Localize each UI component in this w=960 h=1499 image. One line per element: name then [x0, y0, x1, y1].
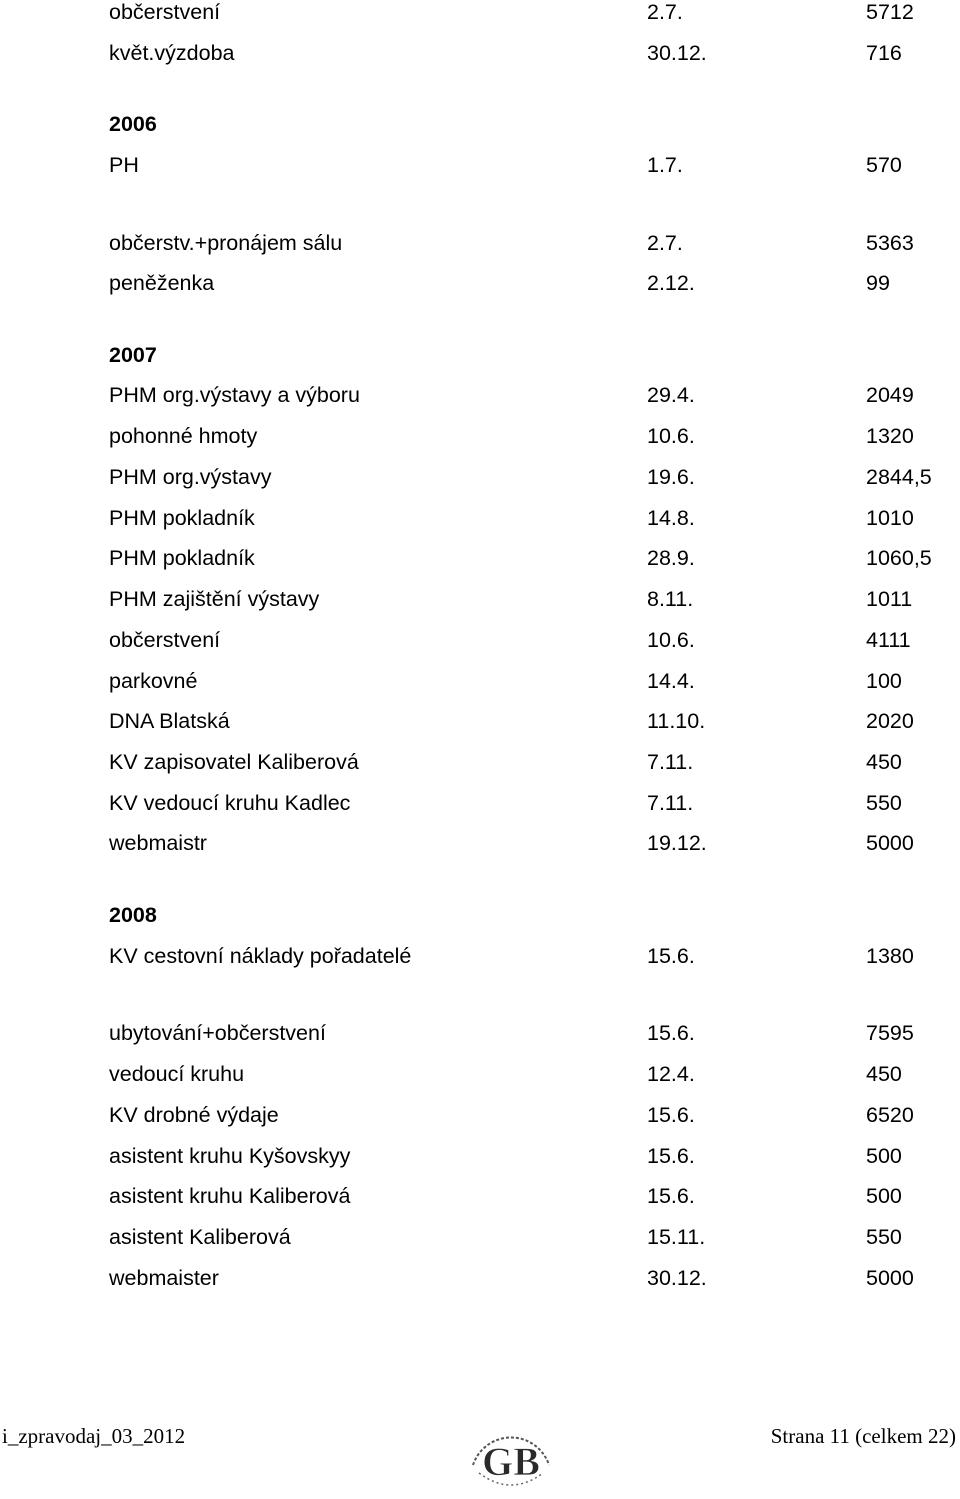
item-amount: 5000: [866, 1266, 914, 1290]
item-amount: 2844,5: [866, 465, 932, 489]
item-amount: 1011: [866, 587, 913, 611]
item-amount: 1060,5: [866, 546, 932, 570]
table-row: [0, 706, 960, 736]
item-name: DNA Blatská: [109, 709, 230, 733]
item-amount: 500: [866, 1184, 902, 1208]
table-row: [0, 38, 960, 68]
table-row: [0, 1181, 960, 1211]
table-row: [0, 941, 960, 971]
table-row: [0, 1141, 960, 1171]
table-row: [0, 788, 960, 818]
item-date: 15.11.: [647, 1225, 706, 1249]
item-date: 15.6.: [647, 944, 695, 968]
item-date: 15.6.: [647, 1021, 695, 1045]
table-row: [0, 503, 960, 533]
item-date: 28.9.: [647, 546, 695, 570]
item-date: 12.4.: [647, 1062, 695, 1086]
item-date: 30.12.: [647, 1266, 707, 1290]
table-row: [0, 584, 960, 614]
item-date: 1.7.: [647, 153, 683, 177]
table-row: [0, 1059, 960, 1089]
logo-monogram: GB: [482, 1439, 540, 1484]
table-row: [0, 543, 960, 573]
item-date: 14.4.: [647, 669, 695, 693]
table-row: [0, 150, 960, 180]
item-date: 10.6.: [647, 628, 695, 652]
item-name: ubytování+občerstvení: [109, 1021, 326, 1045]
item-date: 2.12.: [647, 271, 695, 295]
item-name: PHM pokladník: [109, 506, 255, 530]
table-row: [0, 1263, 960, 1293]
table-row: [0, 828, 960, 858]
item-date: 10.6.: [647, 424, 695, 448]
item-name: květ.výzdoba: [109, 41, 235, 65]
item-name: KV cestovní náklady pořadatelé: [109, 944, 412, 968]
item-amount: 99: [866, 271, 890, 295]
society-seal-logo: [463, 1413, 559, 1499]
table-row: [0, 268, 960, 298]
item-name: parkovné: [109, 669, 198, 693]
item-date: 29.4.: [647, 383, 695, 407]
item-date: 7.11.: [647, 791, 694, 815]
item-amount: 570: [866, 153, 902, 177]
item-name: KV drobné výdaje: [109, 1103, 279, 1127]
item-name: PHM pokladník: [109, 546, 255, 570]
item-amount: 500: [866, 1144, 902, 1168]
item-date: 2.7.: [647, 231, 683, 255]
item-amount: 450: [866, 750, 902, 774]
item-amount: 100: [866, 669, 902, 693]
item-name: asistent kruhu Kyšovskyy: [109, 1144, 351, 1168]
year-heading: 2007: [109, 343, 157, 367]
publication-name: i_zpravodaj_03_2012: [2, 1424, 186, 1448]
item-amount: 450: [866, 1062, 902, 1086]
item-date: 19.12.: [647, 831, 707, 855]
item-amount: 1380: [866, 944, 914, 968]
item-amount: 7595: [866, 1021, 914, 1045]
item-name: PHM zajištění výstavy: [109, 587, 320, 611]
item-date: 15.6.: [647, 1103, 695, 1127]
item-date: 8.11.: [647, 587, 694, 611]
table-row: [0, 228, 960, 258]
item-amount: 5712: [866, 0, 914, 24]
table-row: [0, 747, 960, 777]
item-name: webmaister: [109, 1266, 219, 1290]
item-amount: 550: [866, 1225, 902, 1249]
table-row: [0, 421, 960, 451]
item-date: 15.6.: [647, 1184, 695, 1208]
item-date: 14.8.: [647, 506, 695, 530]
item-name: KV vedoucí kruhu Kadlec: [109, 791, 351, 815]
item-name: peněženka: [109, 271, 215, 295]
item-amount: 6520: [866, 1103, 914, 1127]
item-name: občerstvení: [109, 628, 221, 652]
year-heading: 2006: [109, 112, 157, 136]
item-date: 30.12.: [647, 41, 707, 65]
page-number: Strana 11 (celkem 22): [770, 1424, 956, 1448]
item-date: 15.6.: [647, 1144, 695, 1168]
item-amount: 2049: [866, 383, 914, 407]
item-date: 2.7.: [647, 0, 683, 24]
table-row: [0, 625, 960, 655]
item-amount: 4111: [866, 628, 911, 652]
item-amount: 5363: [866, 231, 914, 255]
item-amount: 550: [866, 791, 902, 815]
item-date: 11.10.: [647, 709, 706, 733]
table-row: [0, 1222, 960, 1252]
item-name: PHM org.výstavy: [109, 465, 272, 489]
table-row: [0, 380, 960, 410]
table-row: [0, 1100, 960, 1130]
item-name: PHM org.výstavy a výboru: [109, 383, 360, 407]
item-name: webmaistr: [109, 831, 207, 855]
item-name: PH: [109, 153, 139, 177]
item-name: pohonné hmoty: [109, 424, 258, 448]
table-row: [0, 1018, 960, 1048]
table-row: [0, 666, 960, 696]
item-name: občerstvení: [109, 0, 221, 24]
year-heading: 2008: [109, 903, 157, 927]
item-name: asistent Kaliberová: [109, 1225, 291, 1249]
item-amount: 5000: [866, 831, 914, 855]
item-name: občerstv.+pronájem sálu: [109, 231, 343, 255]
item-name: KV zapisovatel Kaliberová: [109, 750, 359, 774]
item-name: vedoucí kruhu: [109, 1062, 245, 1086]
item-date: 19.6.: [647, 465, 695, 489]
table-row: [0, 0, 960, 27]
item-amount: 1010: [866, 506, 914, 530]
item-date: 7.11.: [647, 750, 694, 774]
item-amount: 1320: [866, 424, 914, 448]
item-amount: 2020: [866, 709, 914, 733]
item-name: asistent kruhu Kaliberová: [109, 1184, 351, 1208]
item-amount: 716: [866, 41, 902, 65]
table-row: [0, 462, 960, 492]
